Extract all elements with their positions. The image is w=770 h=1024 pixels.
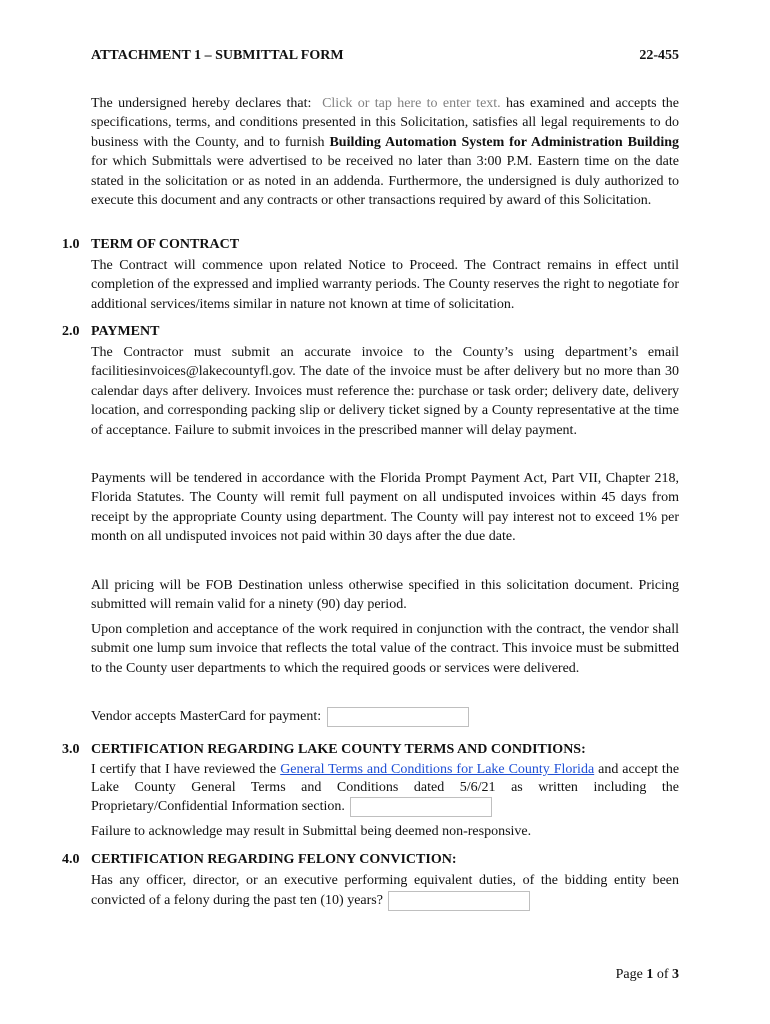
section-2-title: 2.0 PAYMENT [62, 324, 160, 339]
form-title: ATTACHMENT 1 – SUBMITTAL FORM [91, 48, 344, 63]
intro-lead: The undersigned hereby declares that: [91, 96, 312, 111]
company-name-input[interactable]: Click or tap here to enter text. [322, 96, 501, 111]
section-3-title: 3.0 CERTIFICATION REGARDING LAKE COUNTY TERMS AND CONDITIONS: [62, 742, 586, 757]
section-1-text: The Contract will commence upon related Notice to Proceed. The Contract remains in effect until completion of the expressed and implied warranty periods. The County reserves the right to negotiate for additional services/items similar in nature not known at time of solicitation. [91, 258, 679, 312]
intro-text-1: has examined and accepts the specifications, terms, and conditions presented in this Solicitation, satisfies all legal requirements to do business with the County, and to furnish [91, 96, 679, 150]
payment-paragraph-4: Upon completion and acceptance of the work required in conjunction with the contract, the vendor shall submit one lump sum invoice that reflects the total value of the contract. This invoice must be submitted to the County user departments to which the required goods or services were delivered. [91, 622, 679, 676]
terms-link[interactable]: General Terms and Conditions for Lake County Florida [280, 762, 595, 777]
page-header [91, 48, 679, 64]
terms-warning: Failure to acknowledge may result in Submittal being deemed non-responsive. [91, 824, 532, 839]
payment-paragraph-3: All pricing will be FOB Destination unless otherwise specified in this solicitation document. Pricing submitted will remain valid for a ninety (90) day period. [91, 578, 679, 613]
payment-paragraph-1: The Contractor must submit an accurate invoice to the County’s using department’s email facilitiesinvoices@lakecountyfl.gov. The date of the invoice must be after delivery but no more than 30 calendar days after delivery. Invoices must reference the: purchase or task order; delivery date, delivery location, and corresponding packing slip or delivery ticket signed by a County representative at the time of acceptance. Failure to submit invoices in the prescribed manner will delay payment. [91, 345, 679, 438]
mastercard-row [91, 707, 679, 727]
terms-acknowledge-field[interactable] [350, 797, 492, 817]
felony-answer-field[interactable] [388, 891, 530, 911]
project-name: Building Automation System for Administration Building [329, 134, 679, 150]
payment-paragraph-2: Payments will be tendered in accordance with the Florida Prompt Payment Act, Part VII, Chapter 218, Florida Statutes. The County will remit full payment on all undisputed invoices within 45 days from receipt by the appropriate County using department. The County will pay interest not to exceed 1% per month on all undisputed invoices not paid within 30 days after the due date. [91, 471, 679, 545]
mastercard-field[interactable] [327, 707, 469, 727]
solicitation-number: 22-455 [639, 48, 679, 63]
section-4-title: 4.0 CERTIFICATION REGARDING FELONY CONVICTION: [62, 852, 457, 867]
felony-paragraph: Has any officer, director, or an executive performing equivalent duties, of the bidding entity been convicted of a felony during the past ten (10) years? [91, 871, 679, 911]
intro-text-2: for which Submittals were advertised to be received no later than 3:00 P.M. Eastern time on the date stated in the solicitation or as noted in an addenda. Furthermore, the undersigned is duly authorized to execute this document and any contracts or other transactions required by award of this Solicitation. [91, 154, 679, 209]
mastercard-label: Vendor accepts MasterCard for payment: [91, 709, 322, 725]
terms-paragraph: I certify that I have reviewed the General Terms and Conditions for Lake County Florida and accept the Lake County General Terms and Conditions dated 5/6/21 as written including the Proprietary/Confidential Information section. [91, 761, 679, 817]
section-1-title: 1.0 TERM OF CONTRACT [62, 237, 240, 252]
intro-paragraph [91, 94, 679, 210]
page-number: Page 1 of 3 [615, 967, 679, 982]
